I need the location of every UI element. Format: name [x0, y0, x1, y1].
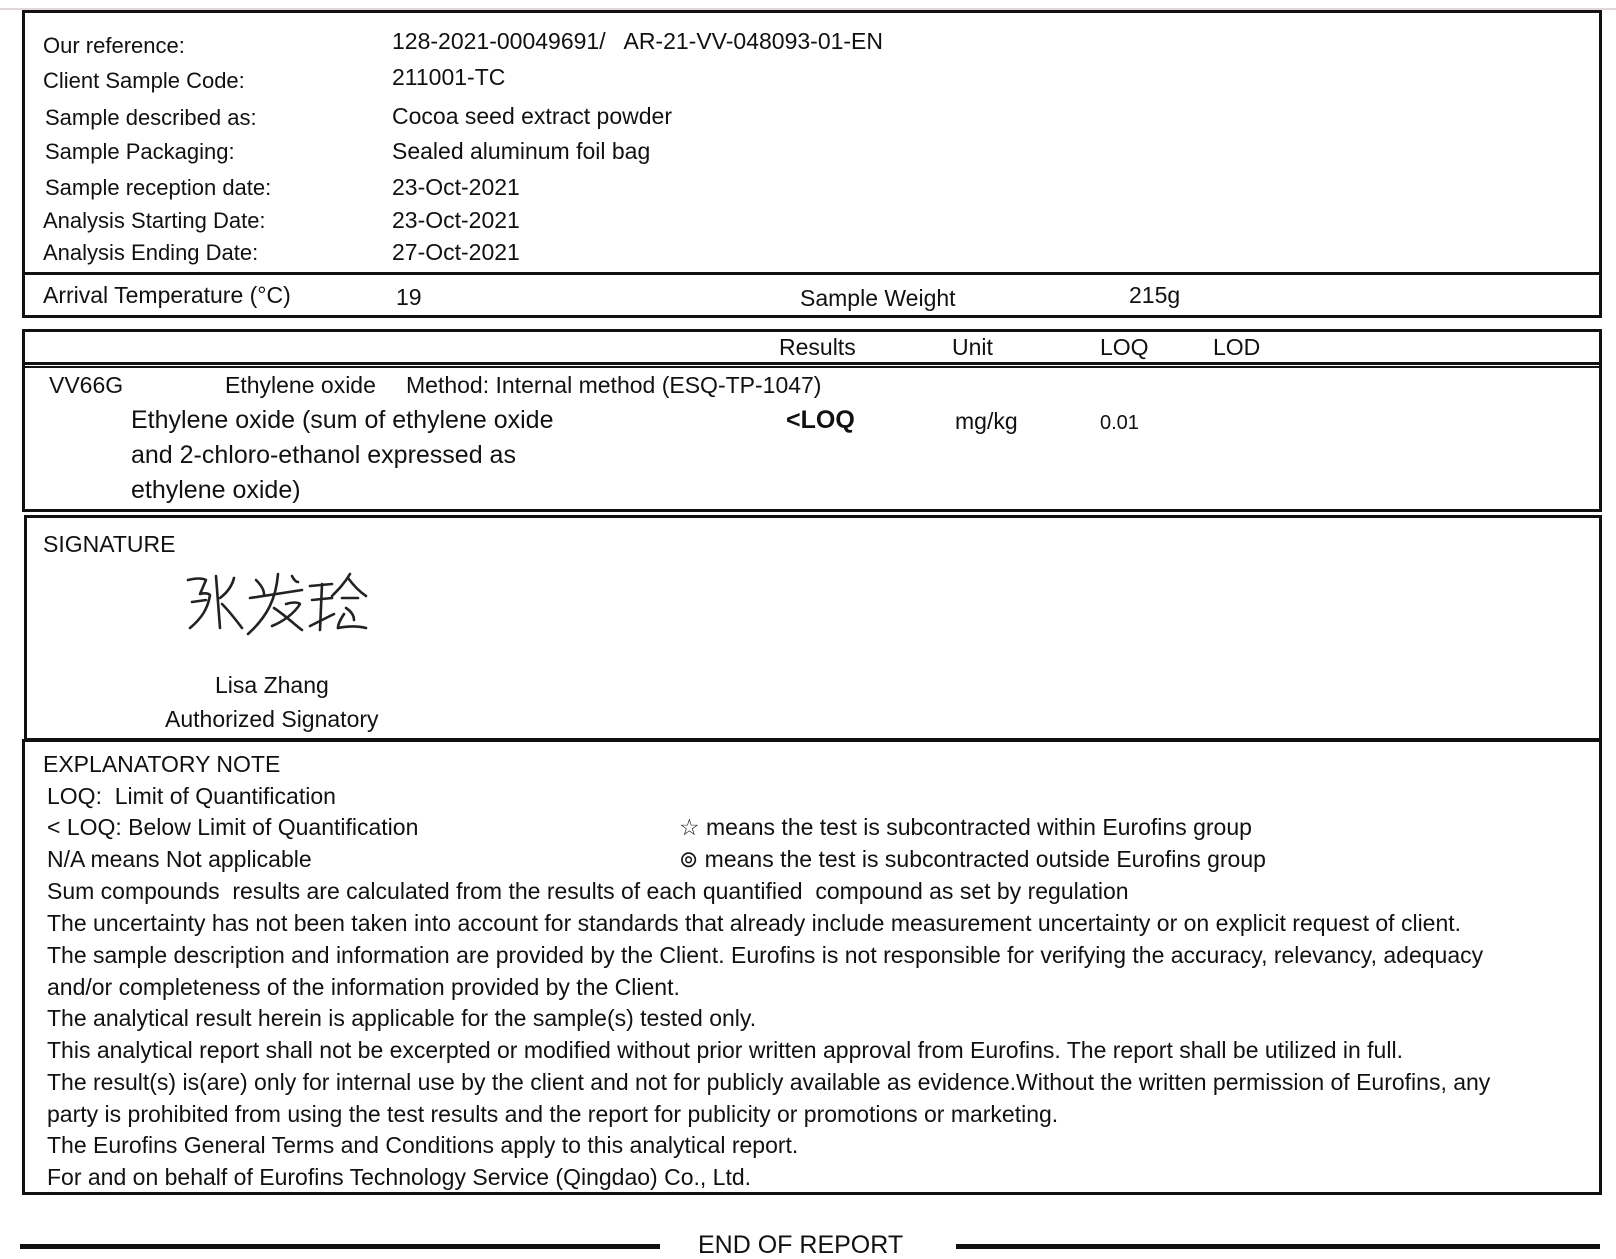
label-client-sample-code: Client Sample Code:: [43, 68, 245, 93]
label-sample-described: Sample described as:: [45, 105, 257, 130]
label-arrival-temperature: Arrival Temperature (°C): [43, 282, 291, 308]
end-rule-right: [956, 1244, 1600, 1249]
value-sample-described: Cocoa seed extract powder: [392, 103, 672, 129]
note-line-3: The sample description and information are provided by the Client. Eurofins is not responsible for verifying the accuracy, relevancy, adequacy: [47, 942, 1484, 968]
note-line-7: The result(s) is(are) only for internal use by the client and not for publicly available as evidence.Without the written permission of Eurofins, any: [47, 1069, 1491, 1095]
value-reception-date: 23-Oct-2021: [392, 174, 520, 200]
note-na: N/A means Not applicable: [47, 846, 312, 872]
label-reception-date: Sample reception date:: [45, 175, 272, 200]
note-line-10: For and on behalf of Eurofins Technology Service (Qingdao) Co., Ltd.: [47, 1164, 752, 1190]
signatory-role: Authorized Signatory: [165, 706, 379, 732]
header-lod: LOD: [1213, 334, 1261, 360]
analyte-line-3: ethylene oxide): [131, 476, 301, 504]
label-our-reference: Our reference:: [43, 33, 185, 58]
method: Method: Internal method (ESQ-TP-1047): [406, 372, 822, 398]
value-arrival-temperature: 19: [396, 284, 422, 310]
analyte-line-1: Ethylene oxide (sum of ethylene oxide: [131, 406, 554, 434]
results-header-divider-2: [22, 366, 1602, 368]
note-line-1: Sum compounds results are calculated from the results of each quantified compound as set by regulation: [47, 878, 1129, 904]
value-analysis-start: 23-Oct-2021: [392, 207, 520, 233]
note-line-2: The uncertainty has not been taken into account for standards that already include measurement uncertainty or on explicit request of client.: [47, 910, 1462, 936]
label-analysis-end: Analysis Ending Date:: [43, 240, 259, 265]
note-loq: LOQ: Limit of Quantification: [47, 783, 336, 809]
signatory-name: Lisa Zhang: [215, 672, 329, 698]
note-circle-subcontract: ⊚ means the test is subcontracted outside Eurofins group: [679, 846, 1266, 872]
note-line-4: and/or completeness of the information provided by the Client.: [47, 974, 680, 1000]
result-loq: 0.01: [1100, 412, 1139, 434]
note-line-6: This analytical report shall not be excerpted or modified without prior written approval from Eurofins. The report shall be utilized in full.: [47, 1037, 1403, 1063]
value-sample-weight: 215g: [1129, 282, 1181, 308]
note-star-subcontract: ☆ means the test is subcontracted within Eurofins group: [679, 814, 1252, 840]
note-line-8: party is prohibited from using the test results and the report for publicity or promotions or marketing.: [47, 1101, 1059, 1127]
label-analysis-start: Analysis Starting Date:: [43, 208, 266, 233]
handwritten-signature: [182, 568, 372, 648]
header-unit: Unit: [952, 334, 993, 360]
end-rule-left: [20, 1244, 660, 1249]
header-results: Results: [779, 334, 856, 360]
results-header-divider: [22, 362, 1602, 365]
value-client-sample-code: 211001-TC: [392, 64, 506, 90]
note-line-9: The Eurofins General Terms and Conditions apply to this analytical report.: [47, 1132, 799, 1158]
result-value: <LOQ: [786, 406, 855, 434]
label-sample-packaging: Sample Packaging:: [45, 139, 235, 164]
test-code: VV66G: [49, 372, 124, 398]
label-sample-weight: Sample Weight: [800, 285, 956, 311]
analyte-group: Ethylene oxide: [225, 372, 376, 398]
value-our-reference: 128-2021-00049691/ AR-21-VV-048093-01-EN: [392, 28, 884, 54]
value-sample-packaging: Sealed aluminum foil bag: [392, 138, 651, 164]
analyte-line-2: and 2-chloro-ethanol expressed as: [131, 441, 516, 469]
end-of-report: END OF REPORT: [698, 1231, 904, 1259]
value-analysis-end: 27-Oct-2021: [392, 239, 520, 265]
sample-info-divider: [22, 272, 1602, 275]
note-below-loq: < LOQ: Below Limit of Quantification: [47, 814, 419, 840]
note-title: EXPLANATORY NOTE: [43, 751, 281, 777]
header-loq: LOQ: [1100, 334, 1149, 360]
signature-title: SIGNATURE: [43, 531, 176, 557]
result-unit: mg/kg: [955, 408, 1018, 434]
note-line-5: The analytical result herein is applicable for the sample(s) tested only.: [47, 1005, 757, 1031]
